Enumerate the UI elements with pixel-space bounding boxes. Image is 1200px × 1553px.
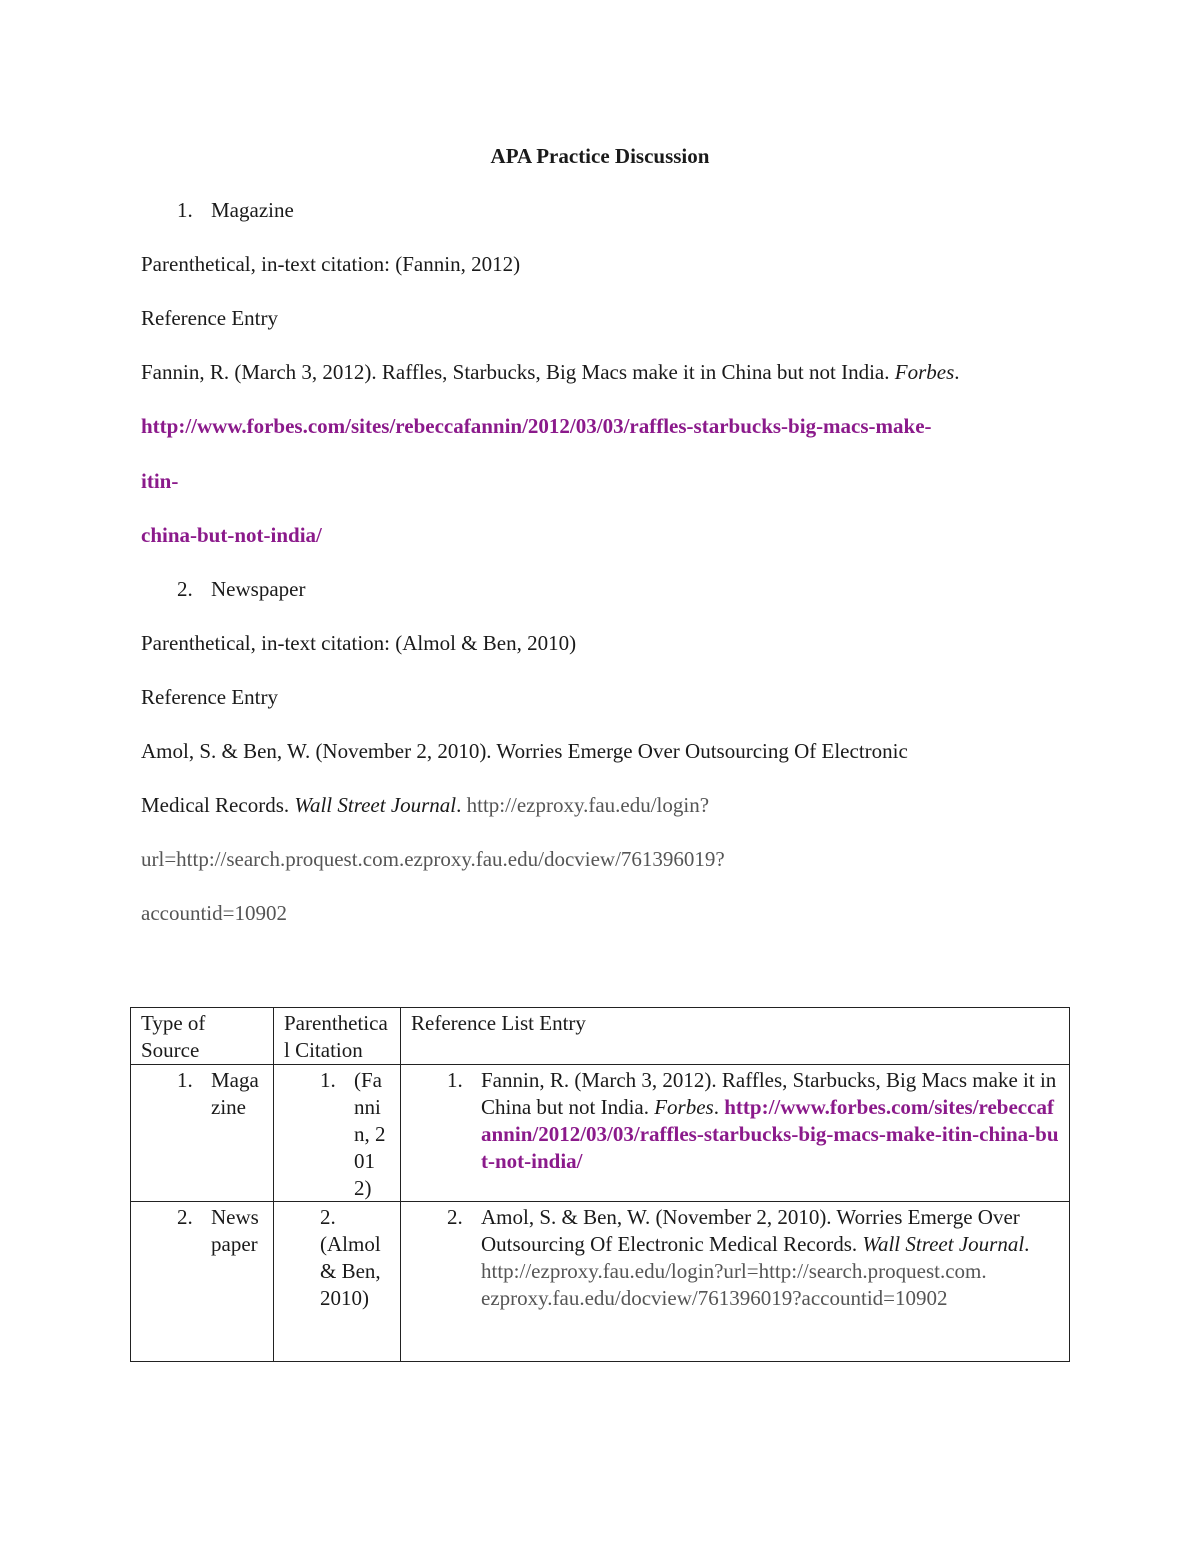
intext-label: Parenthetical, in-text citation:: [141, 252, 390, 276]
reference-text-main: Fannin, R. (March 3, 2012). Raffles, Starbucks, Big Macs make it in China but not India.: [481, 1068, 1057, 1119]
reference-entry-label: Reference Entry: [141, 306, 279, 330]
citation-value: (Almol & Ben, 2010): [320, 1232, 381, 1310]
reference-table: [130, 1007, 1070, 1362]
header-parenthetical-citation: Parenthetical Citation: [274, 1008, 401, 1065]
reference-end: .: [1024, 1232, 1030, 1256]
type-number: 2.: [177, 1205, 193, 1229]
reference-entry-label: Reference Entry: [141, 685, 279, 709]
type-cell: [131, 1202, 274, 1362]
reference-main: Fannin, R. (March 3, 2012). Raffles, Starbucks, Big Macs make it in China but not India.: [141, 360, 890, 384]
section-heading-newspaper: Newspaper: [211, 577, 306, 601]
header-reference-list-entry: Reference List Entry: [401, 1008, 1070, 1065]
intext-citation-line: [141, 254, 520, 275]
table-row: [131, 1202, 1070, 1362]
reference-source: Wall Street Journal: [862, 1232, 1025, 1256]
type-value: Magazine: [211, 1068, 259, 1119]
list-number: 2.: [177, 577, 193, 601]
reference-source: Wall Street Journal: [294, 793, 457, 817]
intext-value: (Fannin, 2012): [395, 252, 521, 276]
reference-source: Forbes: [654, 1095, 714, 1119]
list-number: 1.: [177, 198, 193, 222]
reference-cell: [401, 1202, 1070, 1362]
reference-end: .: [456, 793, 462, 817]
reference-end: .: [954, 360, 960, 384]
reference-entry-text: [141, 362, 960, 383]
citation-cell: [274, 1065, 401, 1202]
intext-label: Parenthetical, in-text citation:: [141, 631, 390, 655]
forbes-link-line-1[interactable]: http://www.forbes.com/sites/rebeccafannin/2012/03/03/raffles-starbucks-big-macs-make-: [141, 414, 932, 438]
type-number: 1.: [177, 1068, 193, 1092]
forbes-link-line-3[interactable]: china-but-not-india/: [141, 523, 322, 547]
reference-entry-line-2: [141, 795, 709, 816]
reference-entry-line-1: Amol, S. & Ben, W. (November 2, 2010). Worries Emerge Over Outsourcing Of Electronic: [141, 739, 908, 763]
wsj-url-line-1[interactable]: http://ezproxy.fau.edu/login?: [466, 793, 710, 817]
citation-number: 2.: [320, 1205, 336, 1229]
page-title: APA Practice Discussion: [490, 144, 710, 168]
reference-text-main: Amol, S. & Ben, W. (November 2, 2010). Worries Emerge Over Outsourcing Of Electronic Medical Records.: [481, 1205, 1020, 1256]
type-cell: [131, 1065, 274, 1202]
intext-value: (Almol & Ben, 2010): [395, 631, 577, 655]
reference-end: .: [713, 1095, 719, 1119]
reference-line2-start: Medical Records.: [141, 793, 290, 817]
reference-text: [481, 1067, 1061, 1175]
section-heading-magazine: Magazine: [211, 198, 294, 222]
citation-number: 1.: [320, 1068, 336, 1092]
reference-number: 1.: [447, 1068, 463, 1092]
reference-text: [481, 1204, 1061, 1312]
table-header-row: [131, 1008, 1070, 1065]
forbes-link[interactable]: http://www.forbes.com/sites/rebeccafannin/2012/03/03/raffles-starbucks-big-macs-make-itin-china-but-not-india/: [481, 1095, 1059, 1173]
reference-source: Forbes: [894, 360, 955, 384]
wsj-link-part-1[interactable]: http://ezproxy.fau.edu/login?url=http://search.proquest.com.: [481, 1259, 987, 1283]
wsj-link-part-2[interactable]: ezproxy.fau.edu/docview/761396019?accountid=10902: [481, 1286, 948, 1310]
wsj-url-line-2[interactable]: url=http://search.proquest.com.ezproxy.fau.edu/docview/761396019?: [141, 847, 725, 871]
wsj-url-line-3[interactable]: accountid=10902: [141, 901, 287, 925]
table-row: [131, 1065, 1070, 1202]
citation-cell: [274, 1202, 401, 1362]
type-value: Newspaper: [211, 1205, 259, 1256]
citation-value: (Fannin, 2012): [354, 1068, 386, 1200]
intext-citation-line: [141, 633, 576, 654]
reference-cell: [401, 1065, 1070, 1202]
reference-number: 2.: [447, 1205, 463, 1229]
forbes-link-line-2[interactable]: itin-: [141, 469, 179, 493]
header-type-of-source: Type of Source: [131, 1008, 274, 1065]
